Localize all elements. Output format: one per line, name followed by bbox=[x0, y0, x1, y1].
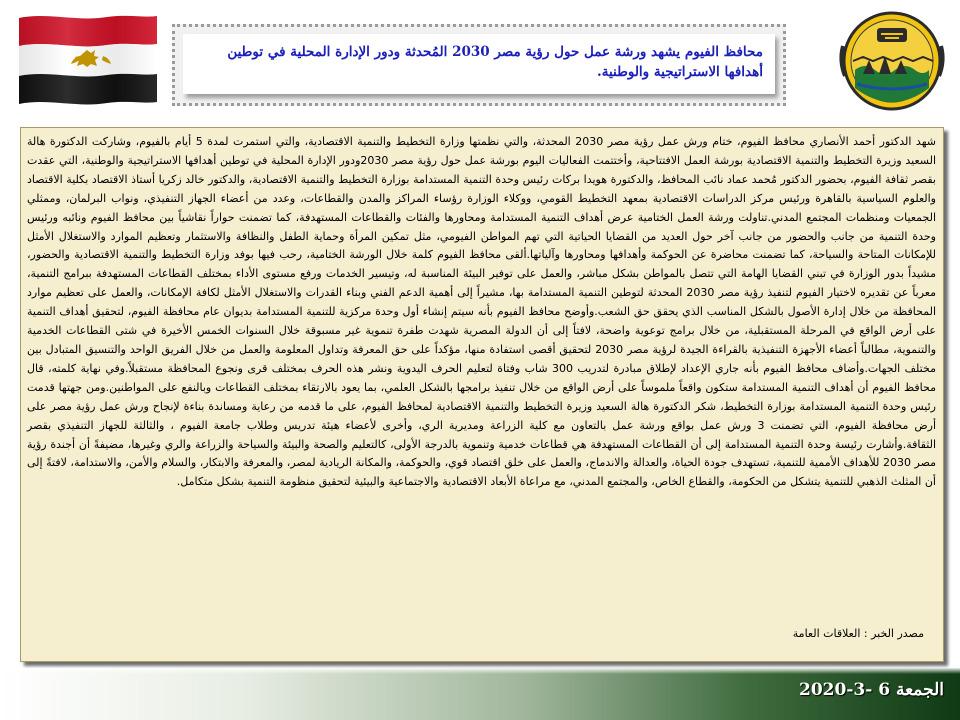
article-panel bbox=[20, 127, 944, 662]
fayoum-governorate-logo bbox=[833, 10, 951, 112]
article-body: شهد الدكتور أحمد الأنصاري محافظ الفيوم، ختام ورش عمل رؤية مصر 2030 المحدثة، والتي نظمتها وزارة التخطيط والتنمية الاقتصادية، والتي استمرت لمدة 5 أيام بالفيوم، وشاركت الدكتورة هالة السعيد وزيرة التخطيط والتنمية الاقتصادية بورشة العمل الافتتاحية، وأختتمت الفعاليات اليوم بورشة عمل حول رؤية مصر 2030ودور الإدارة المحلية في توطين أهدافها الاستراتيجية والوطنية، التي عقدت بقصر ثقافة الفيوم، بحضور الدكتور مُحمد عماد نائب المحافظ، والدكتورة هويدا بركات رئيس وحدة التنمية المستدامة بوزارة التخطيط والتنمية الاقتصادية، والدكتور خالد زكريا أستاذ الاقتصاد بكلية الاقتصاد والعلوم السياسية بالقاهرة ورئيس مركز الدراسات الاقتصادية بمعهد التخطيط القومي، ووكلاء الوزارة رؤساء المراكز والمدن والقطاعات، وعدد من أعضاء الجهاز التنفيذي، ونواب البرلمان، وممثلي الجمعيات ومنظمات المجتمع المدني.تناولت ورشة العمل الختامية عرض أهداف التنمية المستدامة ومحاورها والفئات والقطاعات المستهدفة، كما تضمنت حواراً نقاشياً بين محافظ الفيوم ونائبه ورئيس وحدة التنمية من جانب والحضور من جانب آخر حول العديد من القضايا الحياتية التي تهم المواطن الفيومي، مثل تمكين المرأة وحماية الطفل والنظافة والاستثمار وتعظيم الموارد والاستغلال الأمثل للإمكانات المتاحة والسياحة، كما تضمنت محاضرة عن الحوكمة وأهدافها ومحاورها وآلياتها.ألقى محافظ الفيوم كلمة خلال الورشة الختامية، رحب فيها بوفد وزارة التخطيط والتنمية الاقتصادية والحضور، مشيداً بدور الوزارة في تبني القضايا الهامة التي تتصل بالمواطن بشكل مباشر، والعمل على توفير البيئة المناسبة له، وتيسير الخدمات ورفع مستوى الأداء بمختلف القطاعات المستهدفة ببرامج التنمية، معرباً عن تقديره لاختيار الفيوم لتنفيذ رؤية مصر 2030 المحدثة لتوطين التنمية المستدامة بها، مشيراً إلى أهمية الدعم الفني وبناء القدرات والاستغلال الأمثل لكافة الإمكانات، والعمل على تعظيم موارد المحافظة من خلال إدارة الأصول بالشكل المناسب الذي يحقق حق الشعب.وأوضح محافظ الفيوم بأنه سيتم إنشاء أول وحدة مركزية للتنمية المستدامة بديوان عام محافظة الفيوم، لتحقيق أهداف التنمية على أرض الواقع في المرحلة المستقبلية، من خلال برامج توعوية واضحة، لافتاً إلى أن الدولة المصرية شهدت طفرة تنموية غير مسبوقة خلال السنوات الخمس الأخيرة في شتى القطاعات الخدمية والتنموية، مطالباً أعضاء الأجهزة التنفيذية بالقراءة الجيدة لرؤية مصر 2030 لتحقيق أقصى استفادة منها، مؤكداً على حق المعرفة وتداول المعلومة والعمل من خلال الفريق الواحد والتنسيق المتبادل بين مختلف الجهات.وأضاف محافظ الفيوم بأنه جاري الإعداد لإطلاق مبادرة لتدريب 300 شاب وفتاة لتعليم الحرف اليدوية ونشر هذه الحرف بمختلف قرى ونجوع المحافظة مستقبلاً.وفي نهاية كلمته، قال محافظ الفيوم أن أهداف التنمية المستدامة ستكون واقعاً ملموساً على أرض الواقع من خلال تنفيذ برامجها بالشكل العلمي، بما يعود بالارتقاء بمختلف القطاعات وبالنفع على المواطنين.ومن جهتها قدمت رئيس وحدة التنمية المستدامة بوزارة التخطيط، شكر الدكتورة هالة السعيد وزيرة التخطيط والتنمية الاقتصادية لمحافظ الفيوم، على ما قدمه من رعاية ومساندة بناءة لإنجاح ورش عمل رؤية مصر على أرض محافظة الفيوم، التي تضمنت 3 ورش عمل بواقع ورشة عمل بالتعاون مع كلية الزراعة ومديرية الري، وأخرى لأعضاء هيئة تدريس وطلاب جامعة الفيوم ، والثالثة للجهاز التنفيذي بقصر الثقافة.وأشارت رئيسة وحدة التنمية المستدامة إلى أن القطاعات المستهدفة هي قطاعات خدمية وتنموية بالدرجة الأولى، كالتعليم والصحة والبيئة والسياحة والزراعة والري وغيرها، مضيفةً أن أجندة رؤية مصر 2030 للأهداف الأممية للتنمية، تستهدف جودة الحياة، والعدالة والاندماج، والعمل على خلق اقتصاد قوي، والحوكمة، والمكانة الريادية لمصر، والمعرفة والابتكار، والسلام والأمن، والاستدامة، لافتةً إلى أن المثلث الذهبي للتنمية يتشكل من الحكومة، والقطاع الخاص، والمجتمع المدني، مع مراعاة الأبعاد الاقتصادية والاجتماعية والبيئية لتحقيق منظومة التنمية بشكل متكامل. bbox=[27, 135, 937, 489]
headline-box bbox=[172, 24, 786, 106]
egypt-flag bbox=[17, 12, 159, 106]
footer-date: الجمعة 6 -3-2020 bbox=[798, 680, 944, 700]
news-source: مصدر الخبر : العلاقات العامة bbox=[792, 627, 924, 640]
footer-bar bbox=[0, 668, 960, 720]
headline: محافظ الفيوم يشهد ورشة عمل حول رؤية مصر 2030 المُحدثة ودور الإدارة المحلية في توطين أهدافها الاستراتيجية والوطنية. bbox=[183, 34, 775, 94]
